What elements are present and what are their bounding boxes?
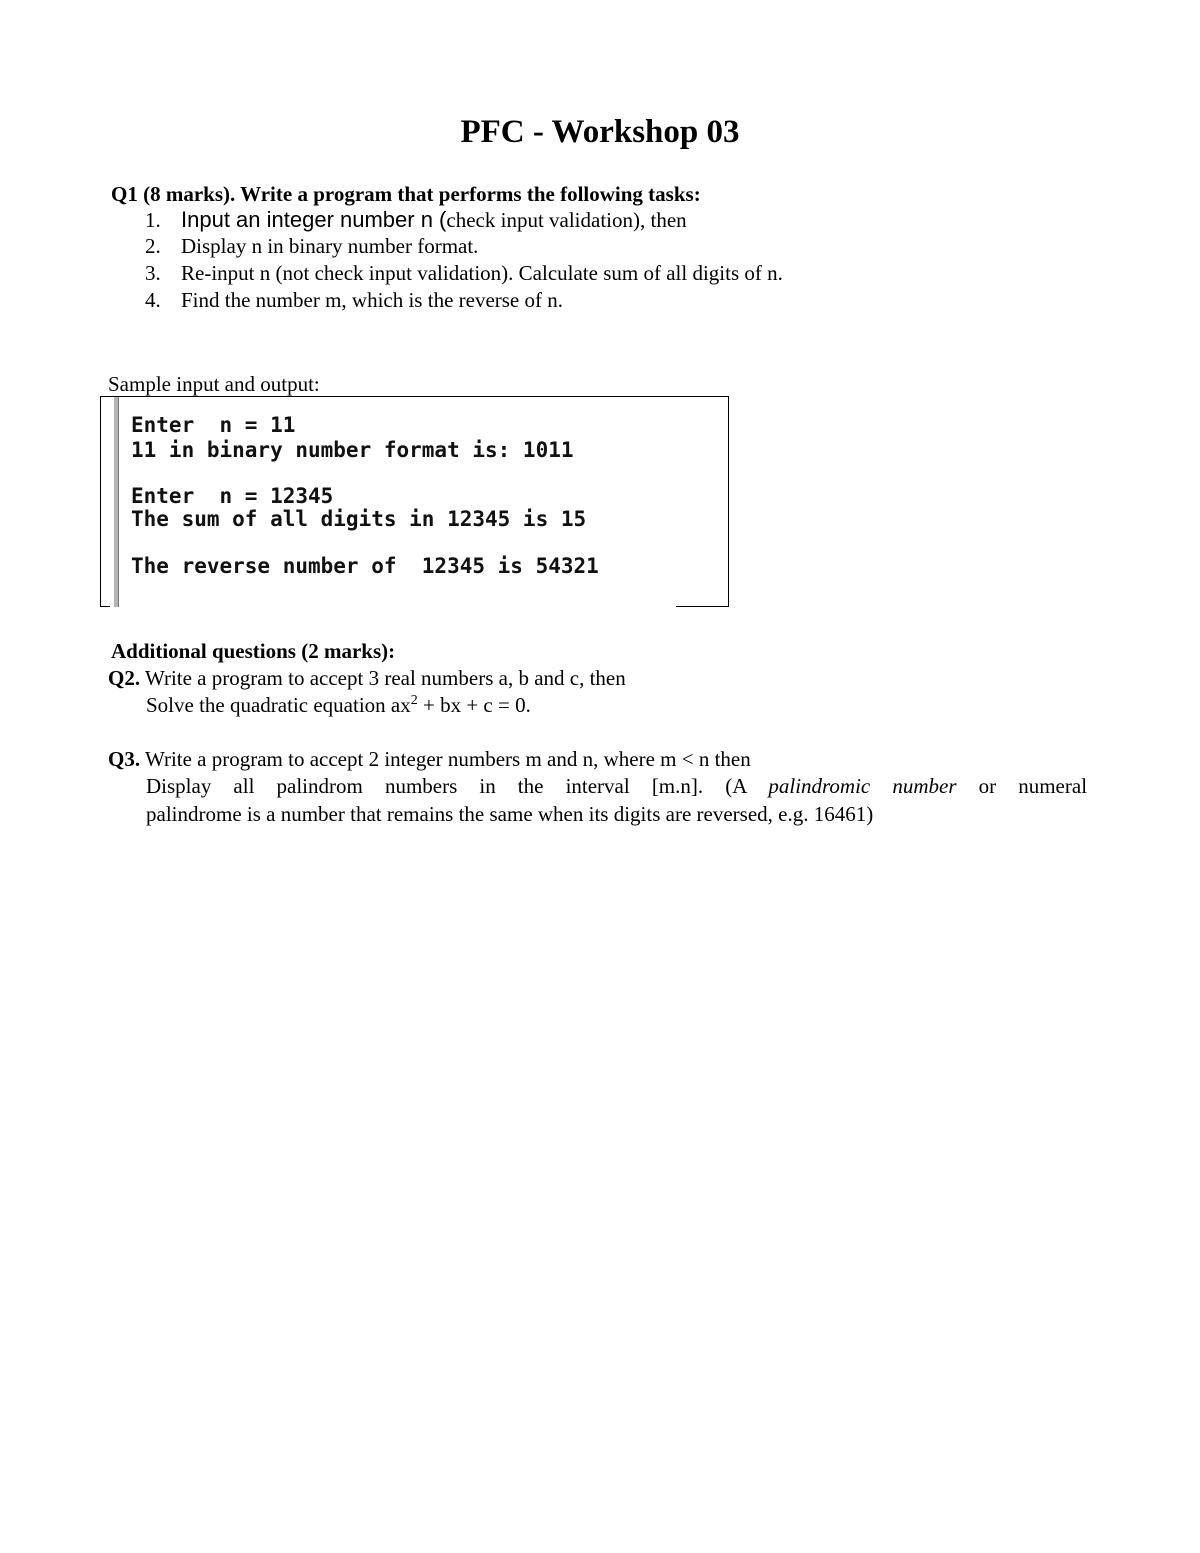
task-item-3 — [145, 260, 783, 287]
q3-paragraph — [146, 772, 1087, 828]
q1-heading: Q1 (8 marks). Write a program that performs the following tasks: — [111, 182, 701, 206]
console-line: The sum of all digits in 12345 is 15 — [131, 507, 587, 531]
task-text: check input validation), then — [446, 208, 687, 232]
task-text: Display n in binary number format. — [181, 234, 479, 258]
task-item-2 — [145, 233, 783, 260]
sample-console-box — [100, 396, 729, 607]
task-item-1 — [145, 206, 783, 233]
q2-equation-post: + bx + c = 0. — [417, 693, 531, 717]
q1-task-list — [145, 206, 783, 314]
console-border-fragment — [100, 606, 110, 607]
q3-line-1 — [108, 745, 751, 773]
task-number: 1. — [145, 208, 161, 232]
additional-questions-heading: Additional questions (2 marks): — [111, 639, 396, 663]
console-line: 11 in binary number format is: 1011 — [131, 438, 574, 462]
q2-label: Q2. — [108, 666, 141, 690]
q2-text: Write a program to accept 3 real numbers a, b and c, then — [140, 666, 626, 690]
page-title: PFC - Workshop 03 — [460, 114, 740, 150]
q2-line-1 — [108, 664, 626, 692]
console-line: Enter n = 11 — [131, 413, 296, 437]
task-number: 2. — [145, 234, 161, 258]
q2-line-2 — [146, 691, 531, 719]
q3-paragraph-line-1 — [146, 772, 1087, 800]
console-line: The reverse number of 12345 is 54321 — [131, 554, 599, 578]
task-number: 3. — [145, 261, 161, 285]
task-text: Re-input n (not check input validation). Calculate sum of all digits of n. — [181, 261, 783, 285]
task-item-4 — [145, 287, 783, 314]
task-lead-text: Input an integer number n ( — [181, 207, 447, 232]
q3-para-post: or numeral — [978, 774, 1088, 798]
q2-equation-exponent: 2 — [410, 693, 418, 708]
task-text: Find the number m, which is the reverse of n. — [181, 288, 563, 312]
q3-text: Write a program to accept 2 integer numbers m and n, where m < n then — [140, 747, 751, 771]
task-number: 4. — [145, 288, 161, 312]
q3-paragraph-line-2: palindrome is a number that remains the same when its digits are reversed, e.g. 16461) — [146, 802, 874, 826]
q3-para-italic: palindromic number — [768, 774, 957, 798]
console-scrollbar — [100, 397, 118, 607]
q2-equation-pre: Solve the quadratic equation ax — [146, 693, 411, 717]
sample-label: Sample input and output: — [108, 372, 320, 396]
console-border-fragment — [676, 606, 729, 607]
console-line: Enter n = 12345 — [131, 484, 334, 508]
q3-label: Q3. — [108, 747, 141, 771]
q3-para-pre: Display all palindrom numbers in the interval [m.n]. (A — [146, 774, 747, 798]
